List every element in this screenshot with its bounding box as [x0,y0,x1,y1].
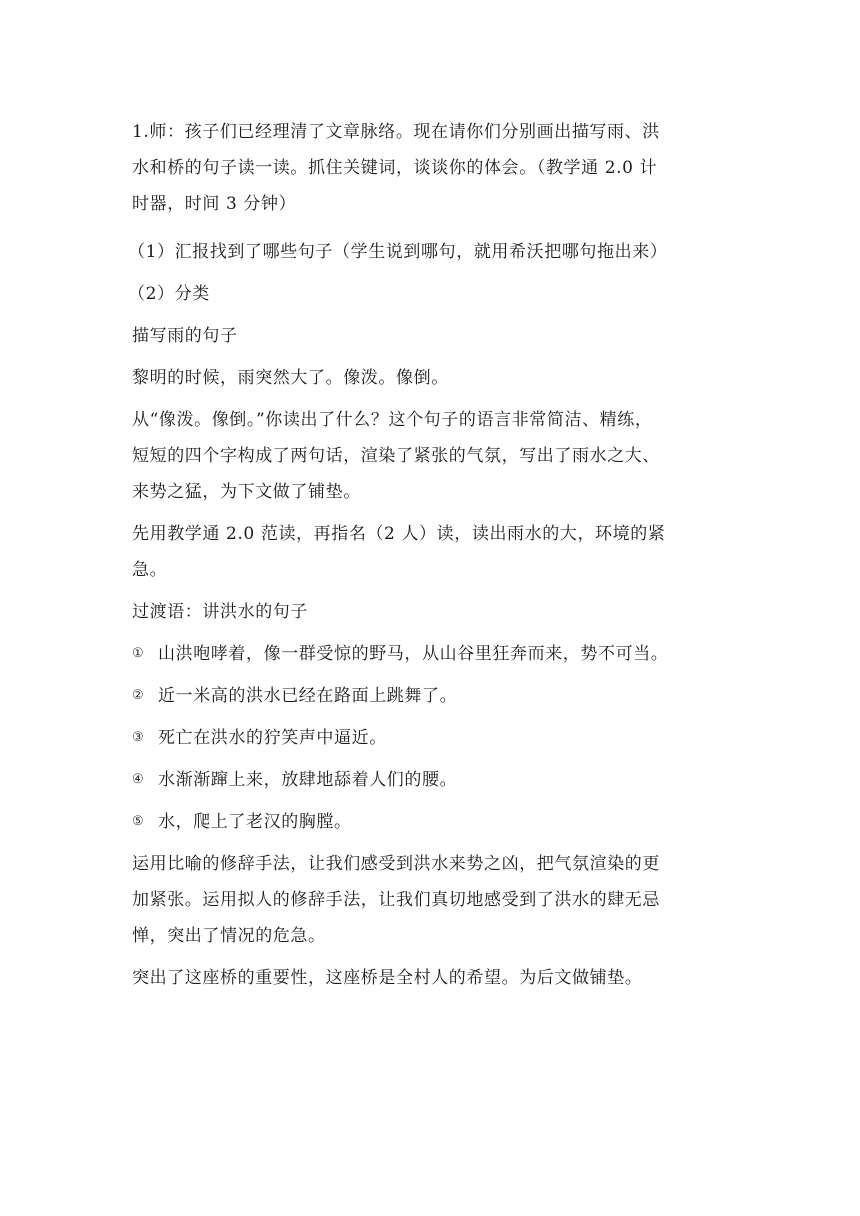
list-item [132,720,732,756]
list-item [132,636,732,672]
flood-analysis-line-1: 运用比喻的修辞手法，让我们感受到洪水来势之凶，把气氛渲染的更 [132,854,660,874]
list-item-text: 死亡在洪水的狞笑声中逼近。 [158,728,387,748]
rain-analysis-line-2: 短短的四个字构成了两句话，渲染了紧张的气氛，写出了雨水之大、 [132,446,660,466]
list-item-number: ③ [132,730,145,745]
rain-analysis-line-3: 来势之猛，为下文做了铺垫。 [132,482,361,502]
rain-heading: 描写雨的句子 [132,326,238,346]
list-item-number: ② [132,688,145,703]
rain-analysis-line-1: 从“像泼。像倒。”你读出了什么？这个句子的语言非常简洁、精练， [132,410,653,430]
transition-line: 过渡语：讲洪水的句子 [132,602,308,622]
step-2-classify: （2）分类 [128,284,210,304]
reading-line-1: 先用教学通 2.0 范读，再指名（2 人）读，读出雨水的大，环境的紧 [132,524,666,544]
list-item-number: ⑤ [132,814,145,829]
list-item [132,804,732,840]
list-item-number: ① [132,646,145,661]
reading-line-2: 急。 [132,560,168,580]
intro-line-1: 1.师：孩子们已经理清了文章脉络。现在请你们分别画出描写雨、洪 [132,122,660,142]
flood-analysis-line-2: 加紧张。运用拟人的修辞手法，让我们真切地感受到了洪水的肆无忌 [132,890,660,910]
bridge-note: 突出了这座桥的重要性，这座桥是全村人的希望。为后文做铺垫。 [132,968,643,988]
step-1-report: （1）汇报找到了哪些句子（学生说到哪句，就用希沃把哪句拖出来） [128,242,668,262]
rain-sentence: 黎明的时候，雨突然大了。像泼。像倒。 [132,368,449,388]
list-item-number: ④ [132,772,145,787]
list-item-text: 水渐渐蹿上来，放肆地舔着人们的腰。 [158,770,458,790]
list-item-text: 近一米高的洪水已经在路面上跳舞了。 [158,686,458,706]
list-item-text: 山洪咆哮着，像一群受惊的野马，从山谷里狂奔而来，势不可当。 [158,644,669,664]
list-item-text: 水，爬上了老汉的胸膛。 [158,812,352,832]
list-item [132,678,732,714]
intro-line-3: 时器，时间 3 分钟） [132,194,297,214]
intro-line-2: 水和桥的句子读一读。抓住关键词，谈谈你的体会。（教学通 2.0 计 [132,158,658,178]
flood-analysis-line-3: 惮，突出了情况的危急。 [132,926,326,946]
document-body [128,114,732,996]
list-item [132,762,732,798]
